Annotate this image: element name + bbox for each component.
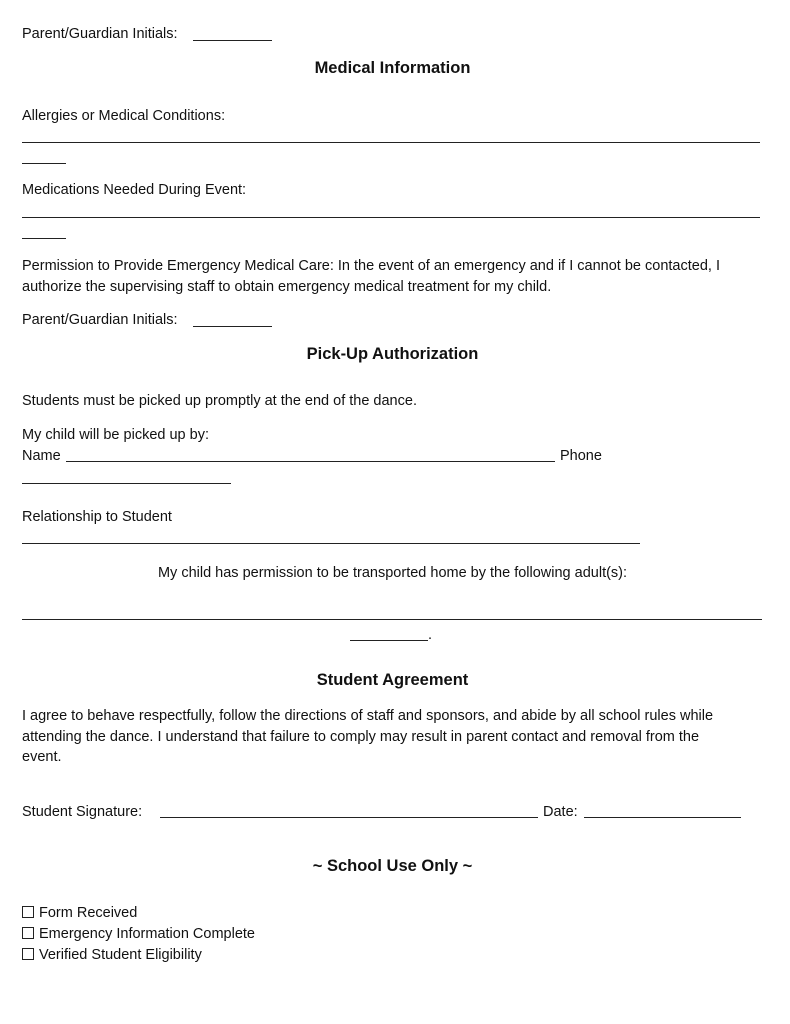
pickup-heading: Pick-Up Authorization — [306, 345, 479, 363]
medical-heading: Medical Information — [314, 59, 471, 77]
transport-adults-field[interactable] — [22, 619, 762, 620]
relationship-label: Relationship to Student — [22, 509, 172, 525]
date-label: Date: — [543, 804, 578, 820]
checkbox-label: Verified Student Eligibility — [39, 947, 202, 963]
checkbox-form-received[interactable] — [22, 904, 137, 922]
agreement-text: I agree to behave respectfully, follow the directions of staff and sponsors, and abide by all school rules while attending the dance. I understand that failure to comply may result in parent contact and removal from the event. — [22, 708, 714, 765]
checkbox-icon[interactable] — [22, 948, 34, 960]
relationship-field[interactable] — [22, 543, 640, 544]
medications-label: Medications Needed During Event: — [22, 182, 247, 198]
name-label: Name — [22, 448, 61, 464]
phone-label: Phone — [560, 448, 602, 464]
pickup-notice: Students must be picked up promptly at the end of the dance. — [22, 393, 417, 409]
initials-field[interactable] — [193, 40, 272, 41]
allergies-field[interactable] — [22, 142, 760, 143]
medical-initials-label: Parent/Guardian Initials: — [22, 312, 178, 328]
initials-label: Parent/Guardian Initials: — [22, 26, 178, 42]
transport-adults-field-continued[interactable] — [350, 640, 428, 641]
signature-field[interactable] — [160, 817, 538, 818]
checkbox-icon[interactable] — [22, 927, 34, 939]
agreement-heading: Student Agreement — [316, 671, 469, 689]
checkbox-label: Form Received — [39, 905, 138, 921]
pickup-name-field[interactable] — [66, 461, 555, 462]
checkbox-label: Emergency Information Complete — [39, 926, 255, 942]
medications-field[interactable] — [22, 217, 760, 218]
checkbox-icon[interactable] — [22, 906, 34, 918]
checkbox-verified-eligibility[interactable] — [22, 946, 202, 964]
allergies-label: Allergies or Medical Conditions: — [22, 108, 226, 124]
transport-permission-text: My child has permission to be transported home by the following adult(s): — [157, 565, 628, 581]
school-use-heading: ~ School Use Only ~ — [312, 857, 473, 875]
transport-period: . — [428, 627, 433, 643]
signature-label: Student Signature: — [22, 804, 143, 820]
checkbox-emergency-info-complete[interactable] — [22, 925, 255, 943]
allergies-field-continued[interactable] — [22, 163, 66, 164]
medications-field-continued[interactable] — [22, 238, 66, 239]
picked-up-by-label: My child will be picked up by: — [22, 427, 209, 443]
emergency-permission-text: Permission to Provide Emergency Medical Care: In the event of an emergency and if I cannot be contacted, I authorize the supervising staff to obtain emergency medical treatment for my child. — [22, 258, 720, 295]
pickup-phone-field[interactable] — [22, 483, 231, 484]
medical-initials-field[interactable] — [193, 326, 272, 327]
date-field[interactable] — [584, 817, 741, 818]
